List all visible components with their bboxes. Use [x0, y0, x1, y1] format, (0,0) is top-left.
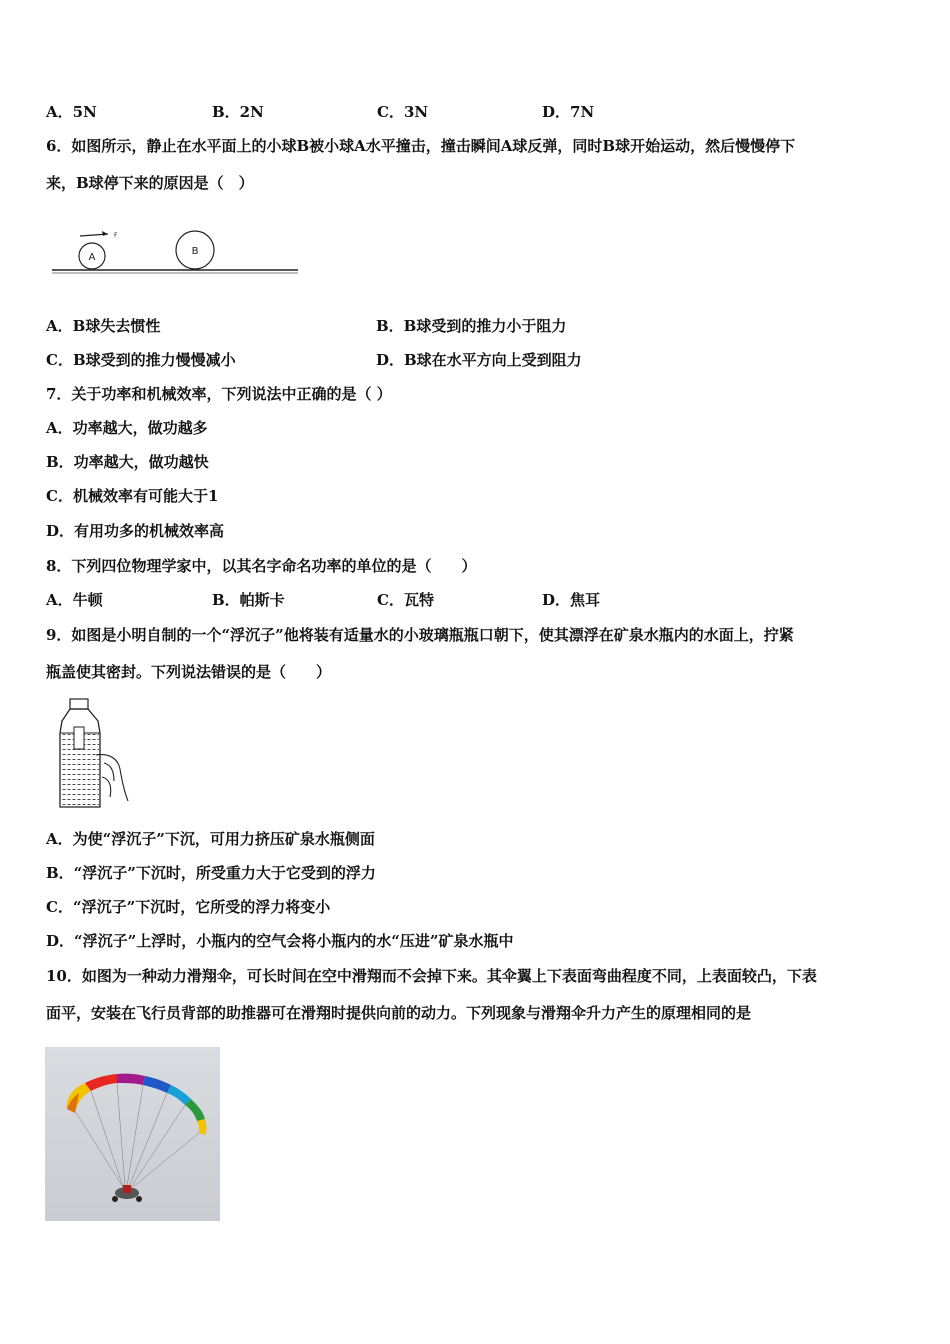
q5-option-b: B．2N [212, 103, 264, 121]
q5-option-c: C．3N [377, 103, 429, 121]
q6-balls-figure [46, 222, 306, 278]
q8-stem: 8．下列四位物理学家中，以其名字命名功率的单位的是（ ） [46, 557, 477, 575]
q5-options [46, 102, 906, 122]
q9-option-a: A．为使“浮沉子”下沉，可用力挤压矿泉水瓶侧面 [46, 830, 375, 848]
q8-option-d: D．焦耳 [542, 591, 601, 609]
q9-bottle-figure [52, 697, 132, 815]
force-label: F [114, 232, 118, 239]
q10-paraglider-photo [45, 1047, 220, 1221]
q6-option-d: D．B球在水平方向上受到阻力 [376, 351, 582, 369]
q6-option-b: B．B球受到的推力小于阻力 [376, 317, 567, 335]
hand-outline [96, 755, 128, 801]
ball-a-label: A [88, 252, 96, 263]
q6-options-row1 [46, 316, 906, 336]
small-vial [74, 727, 84, 749]
q5-option-a: A．5N [46, 103, 97, 121]
q6-stem-line2: 来，B球停下来的原因是（ ） [46, 174, 254, 192]
q7-option-b: B．功率越大，做功越快 [46, 453, 209, 471]
q7-option-d: D．有用功多的机械效率高 [46, 522, 225, 540]
q9-stem-line2: 瓶盖使其密封。下列说法错误的是（ ） [46, 663, 332, 681]
q10-stem-line1: 10．如图为一种动力滑翔伞，可长时间在空中滑翔而不会掉下来。其伞翼上下表面弯曲程度不同，上表面较凸，下表 [46, 967, 817, 985]
q8-option-b: B．帕斯卡 [212, 591, 285, 609]
q6-options-row2 [46, 350, 906, 370]
q9-stem-line1: 9．如图是小明自制的一个“浮沉子”他将装有适量水的小玻璃瓶瓶口朝下，使其漂浮在矿泉水瓶内的水面上，拧紧 [46, 626, 794, 644]
q10-stem-line2: 面平，安装在飞行员背部的助推器可在滑翔时提供向前的动力。下列现象与滑翔伞升力产生的原理相同的是 [46, 1004, 752, 1022]
q9-option-b: B．“浮沉子”下沉时，所受重力大于它受到的浮力 [46, 864, 376, 882]
q7-option-a: A．功率越大，做功越多 [46, 419, 208, 437]
q6-stem-line1: 6．如图所示，静止在水平面上的小球B被小球A水平撞击，撞击瞬间A球反弹，同时B球开始运动，然后慢慢停下 [46, 137, 796, 155]
q8-option-a: A．牛顿 [46, 591, 103, 609]
ball-b-label: B [191, 246, 199, 257]
q5-option-d: D．7N [542, 103, 595, 121]
q6-option-c: C．B球受到的推力慢慢减小 [46, 351, 236, 369]
q6-option-a: A．B球失去惯性 [46, 317, 161, 335]
q8-options [46, 590, 906, 610]
bottle-cap [70, 699, 88, 709]
q8-option-c: C．瓦特 [377, 591, 434, 609]
q9-option-c: C．“浮沉子”下沉时，它所受的浮力将变小 [46, 898, 331, 916]
q9-option-d: D．“浮沉子”上浮时，小瓶内的空气会将小瓶内的水“压进”矿泉水瓶中 [46, 932, 514, 950]
q7-stem: 7．关于功率和机械效率，下列说法中正确的是（ ） [46, 385, 392, 403]
q7-option-c: C．机械效率有可能大于1 [46, 487, 219, 505]
